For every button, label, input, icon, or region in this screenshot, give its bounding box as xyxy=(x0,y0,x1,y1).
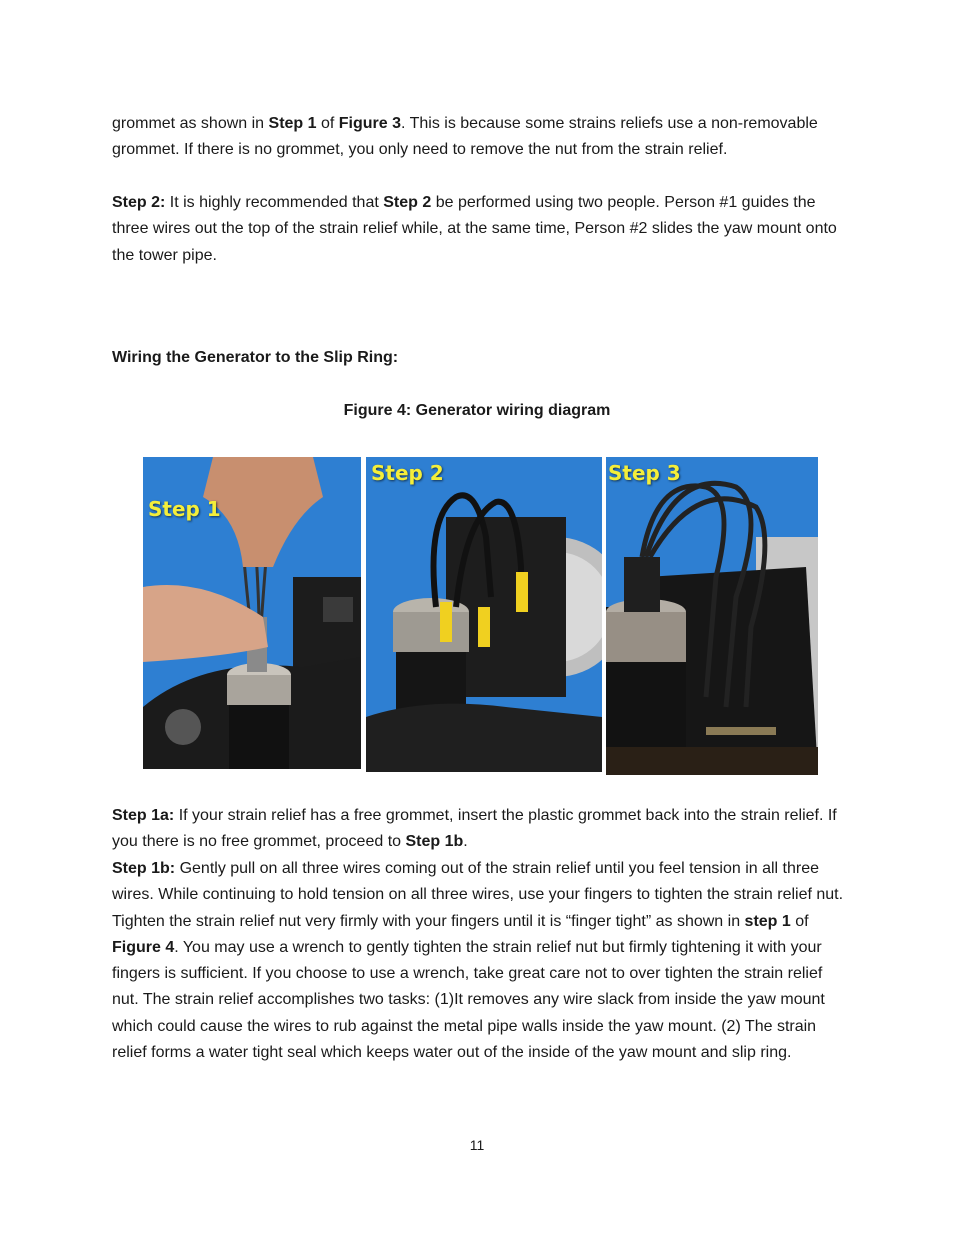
paragraph-grommet: grommet as shown in Step 1 of Figure 3. This is because some strains reliefs use a non-removable grommet. If there is no grommet, you only need to remove the nut from the strain relief. xyxy=(112,115,818,159)
page-number: 11 xyxy=(469,1137,485,1153)
section-heading: Wiring the Generator to the Slip Ring: xyxy=(112,349,399,366)
figure-caption: Figure 4: Generator wiring diagram xyxy=(343,402,611,419)
photo-label-step-2: Step 2 xyxy=(371,461,444,485)
photo-label-step-3: Step 3 xyxy=(608,461,681,485)
figure-photo-step-3 xyxy=(606,457,818,775)
photo-label-step-1: Step 1 xyxy=(148,497,221,521)
figure-photo-step-2 xyxy=(366,457,602,772)
paragraph-step-1a: Step 1a: If your strain relief has a free grommet, insert the plastic grommet back into the strain relief. If you there is no free grommet, proceed to Step 1b. xyxy=(112,807,837,851)
figure-photo-step-1 xyxy=(143,457,361,769)
photo-step-2-image xyxy=(366,457,602,772)
paragraph-step-1b: Step 1b: Gently pull on all three wires coming out of the strain relief until you feel tension in all three wires. While continuing to hold tension on all three wires, use your fingers to tighten the strain relief nut. Tighten the strain relief nut very firmly with your fingers until it is “finger tight” as shown in step 1 of Figure 4. You may use a wrench to gently tighten the strain relief nut but firmly tightening it with your fingers is sufficient. If you choose to use a wrench, take great care not to over tighten the strain relief nut. The strain relief accomplishes two tasks: (1)It removes any wire slack from inside the yaw mount which could cause the wires to rub against the metal pipe walls inside the yaw mount. (2) The strain relief forms a water tight seal which keeps water out of the inside of the yaw mount and slip ring. xyxy=(112,860,844,1062)
photo-step-3-image xyxy=(606,457,818,775)
paragraph-step-2: Step 2: It is highly recommended that Step 2 be performed using two people. Person #1 guides the three wires out the top of the strain relief while, at the same time, Person #2 slides the yaw mount onto the tower pipe. xyxy=(112,194,837,264)
